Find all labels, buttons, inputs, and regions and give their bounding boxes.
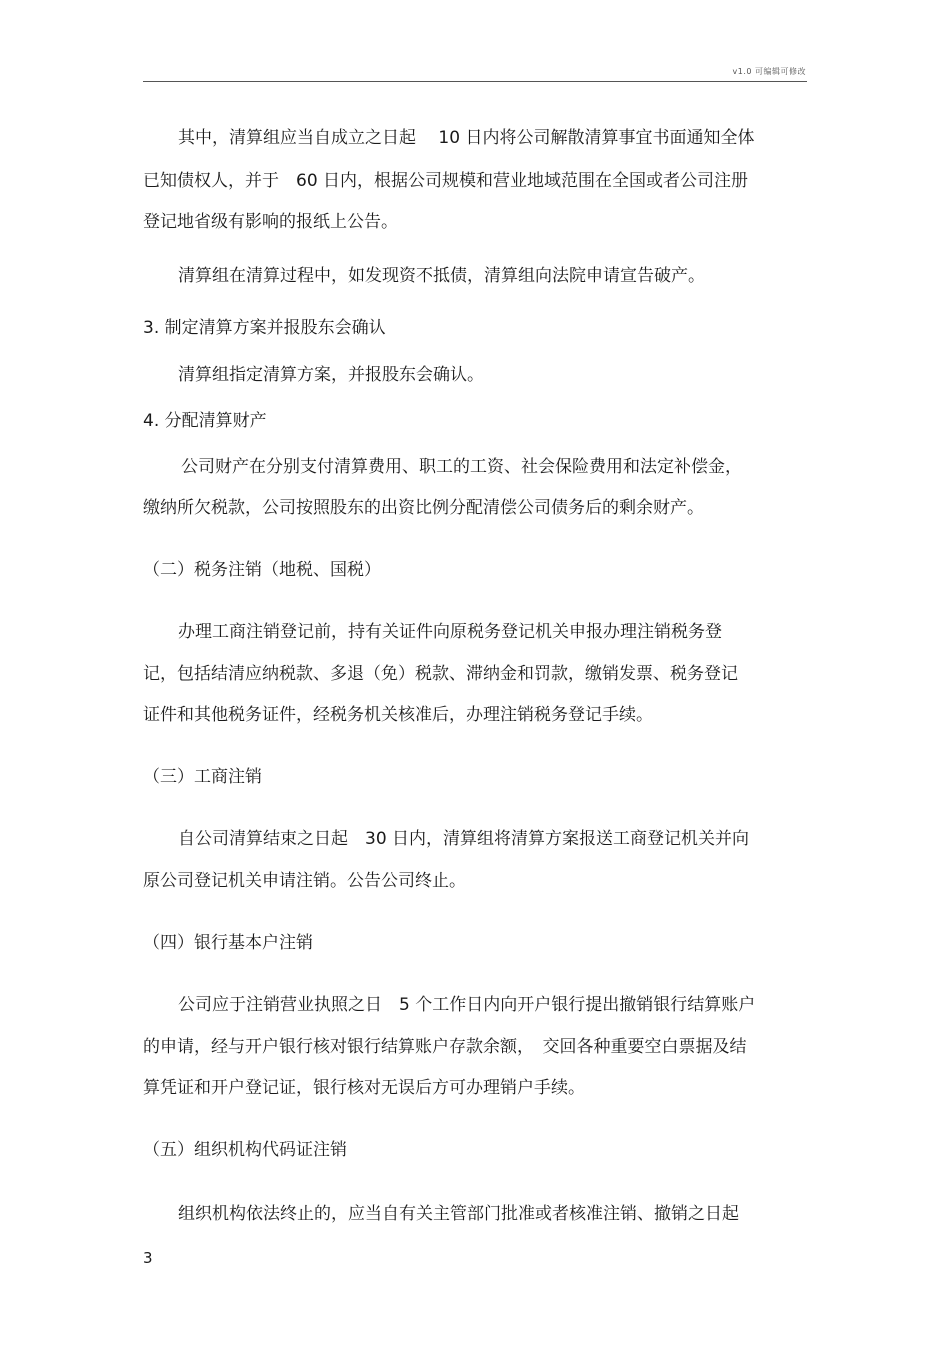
section-heading: 4. 分配清算财产 [143,411,267,431]
text-line: 自公司清算结束之日起 30 日内，清算组将清算方案报送工商登记机关并向 [178,829,750,849]
text-line: 的申请，经与开户银行核对银行结算账户存款余额， 交回各种重要空白票据及结 [143,1037,747,1057]
section-heading: （二）税务注销（地税、国税） [143,560,381,580]
text-line: 原公司登记机关申请注销。公告公司终止。 [143,871,466,891]
section-heading: 3. 制定清算方案并报股东会确认 [143,318,386,338]
text-line: 算凭证和开户登记证，银行核对无误后方可办理销户手续。 [143,1078,585,1098]
text-line: 办理工商注销登记前，持有关证件向原税务登记机关申报办理注销税务登 [178,622,722,642]
section-heading: （四）银行基本户注销 [143,933,313,953]
header-note: v1.0 可编辑可修改 [732,67,806,76]
text-line: 已知债权人，并于 60 日内，根据公司规模和营业地域范围在全国或者公司注册 [143,171,749,191]
text-line: 公司财产在分别支付清算费用、职工的工资、社会保险费用和法定补偿金， [181,457,742,477]
section-heading: （三）工商注销 [143,767,262,787]
text-line: 登记地省级有影响的报纸上公告。 [143,212,398,232]
text-line: 证件和其他税务证件，经税务机关核准后，办理注销税务登记手续。 [143,705,653,725]
header-rule [143,81,807,82]
text-line: 公司应于注销营业执照之日 5 个工作日内向开户银行提出撤销银行结算账户 [178,995,756,1015]
text-line: 清算组指定清算方案，并报股东会确认。 [178,365,484,385]
section-heading: （五）组织机构代码证注销 [143,1140,347,1160]
text-line: 清算组在清算过程中，如发现资不抵债，清算组向法院申请宣告破产。 [178,266,705,286]
page-number: 3 [143,1249,153,1267]
text-line: 缴纳所欠税款，公司按照股东的出资比例分配清偿公司债务后的剩余财产。 [143,498,704,518]
text-line: 其中，清算组应当自成立之日起 10 日内将公司解散清算事宜书面通知全体 [178,128,755,148]
text-line: 组织机构依法终止的，应当自有关主管部门批准或者核准注销、撤销之日起 [178,1204,739,1224]
text-line: 记，包括结清应纳税款、多退（免）税款、滞纳金和罚款，缴销发票、税务登记 [143,664,738,684]
